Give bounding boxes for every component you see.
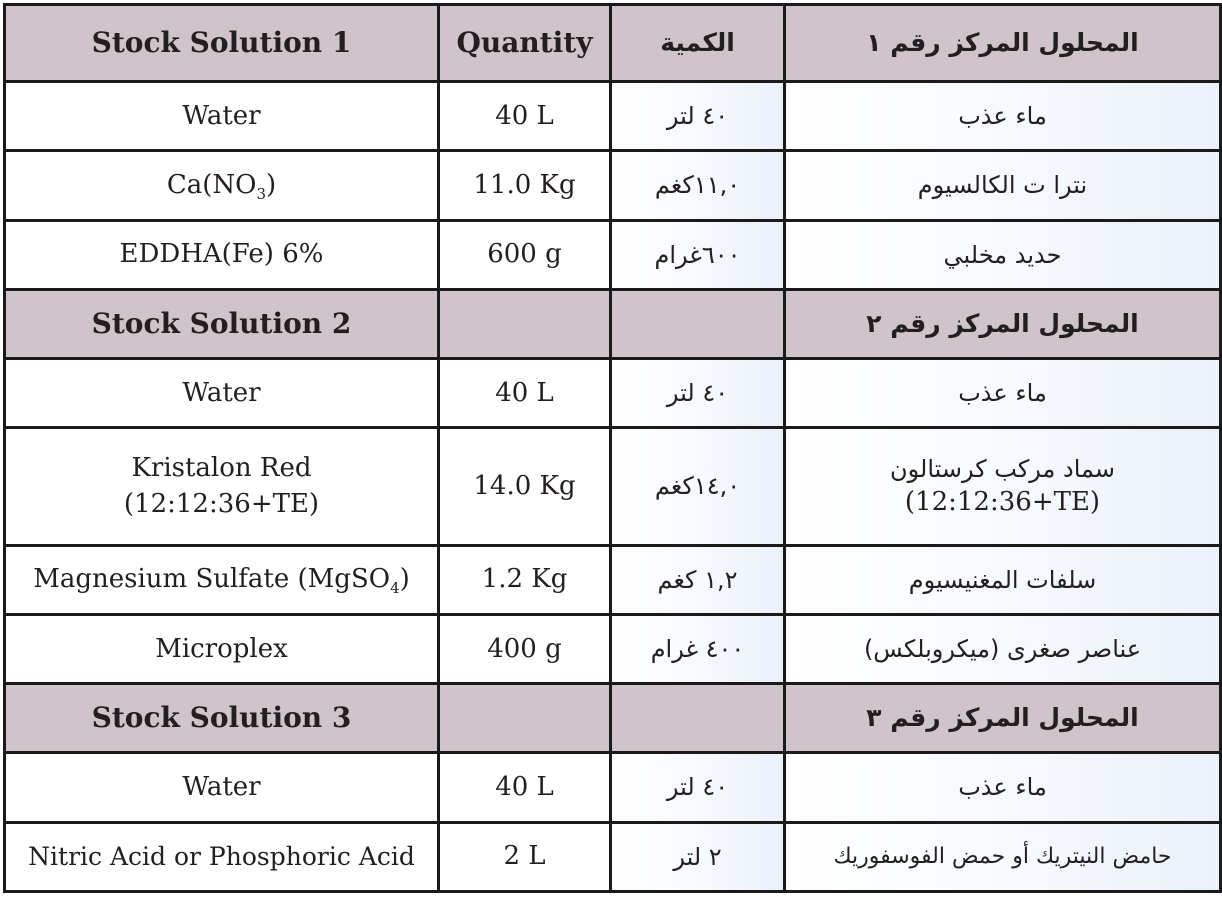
empty-cell [439, 684, 611, 753]
ingredient-en: Nitric Acid or Phosphoric Acid [5, 822, 439, 891]
quantity-ar: ٤٠ لتر [611, 359, 785, 428]
table-row-s3-acid [5, 822, 1221, 891]
ingredient-en [5, 428, 439, 545]
ingredient-en [5, 151, 439, 220]
stock-solutions-table [3, 3, 1222, 893]
ingredient-en: Microplex [5, 614, 439, 683]
quantity-ar: ٤٠ لتر [611, 82, 785, 151]
ingredient-en: Water [5, 753, 439, 822]
section-title-en: Stock Solution 3 [5, 684, 439, 753]
empty-cell [611, 684, 785, 753]
formula-text: Magnesium Sulfate (MgSO [33, 564, 391, 595]
quantity-ar: ٤٠٠ غرام [611, 614, 785, 683]
header-row-stock-solution-2 [5, 289, 1221, 358]
ingredient-ar-line-1: سماد مركب كرستالون [890, 454, 1115, 483]
formula-text-end: ) [399, 564, 410, 595]
empty-cell [439, 289, 611, 358]
quantity-en: 2 L [439, 822, 611, 891]
header-name-en: Stock Solution 1 [5, 5, 439, 82]
ingredient-en-line-1: Kristalon Red [131, 453, 312, 484]
quantity-ar: ١٤,٠كغم [611, 428, 785, 545]
quantity-en: 400 g [439, 614, 611, 683]
header-row-stock-solution-3 [5, 684, 1221, 753]
section-title-ar: المحلول المركز رقم ٢ [785, 289, 1221, 358]
header-row-stock-solution-1 [5, 5, 1221, 82]
empty-cell [611, 289, 785, 358]
quantity-en: 600 g [439, 220, 611, 289]
formula-subscript: 3 [256, 185, 266, 204]
table-row-s2-microplex [5, 614, 1221, 683]
section-title-ar: المحلول المركز رقم ٣ [785, 684, 1221, 753]
ingredient-ar: ماء عذب [785, 359, 1221, 428]
ingredient-en: Water [5, 359, 439, 428]
ingredient-ar: ماء عذب [785, 753, 1221, 822]
table-row-s1-water [5, 82, 1221, 151]
header-quantity-ar: الكمية [611, 5, 785, 82]
table-row-s2-water [5, 359, 1221, 428]
quantity-en: 11.0 Kg [439, 151, 611, 220]
quantity-en: 1.2 Kg [439, 545, 611, 614]
formula-text-end: ) [266, 170, 277, 201]
header-name-ar: المحلول المركز رقم ١ [785, 5, 1221, 82]
ingredient-ar: نترا ت الكالسيوم [785, 151, 1221, 220]
quantity-ar: ٦٠٠غرام [611, 220, 785, 289]
header-quantity-en: Quantity [439, 5, 611, 82]
formula-text: Ca(NO [166, 170, 257, 201]
quantity-en: 40 L [439, 82, 611, 151]
quantity-en: 40 L [439, 359, 611, 428]
table-row-s2-magnesium-sulfate [5, 545, 1221, 614]
quantity-ar: ٤٠ لتر [611, 753, 785, 822]
table-row-s3-water [5, 753, 1221, 822]
quantity-en: 14.0 Kg [439, 428, 611, 545]
table-row-s1-calcium-nitrate [5, 151, 1221, 220]
quantity-ar: ٢ لتر [611, 822, 785, 891]
ingredient-en-line-2: (12:12:36+TE) [123, 488, 320, 519]
ingredient-en: EDDHA(Fe) 6% [5, 220, 439, 289]
quantity-ar: ١١,٠كغم [611, 151, 785, 220]
table-row-s1-eddha [5, 220, 1221, 289]
table-row-s2-kristalon [5, 428, 1221, 545]
section-title-en: Stock Solution 2 [5, 289, 439, 358]
formula-subscript: 4 [390, 579, 400, 598]
ingredient-en [5, 545, 439, 614]
quantity-ar: ١,٢ كغم [611, 545, 785, 614]
ingredient-ar: حديد مخلبي [785, 220, 1221, 289]
ingredient-en: Water [5, 82, 439, 151]
ingredient-ar: ماء عذب [785, 82, 1221, 151]
ingredient-ar-line-2: (12:12:36+TE) [904, 487, 1101, 518]
ingredient-ar [785, 428, 1221, 545]
ingredient-ar: سلفات المغنيسيوم [785, 545, 1221, 614]
ingredient-ar: عناصر صغرى (ميكروبلكس) [785, 614, 1221, 683]
quantity-en: 40 L [439, 753, 611, 822]
ingredient-ar: حامض النيتريك أو حمض الفوسفوريك [785, 822, 1221, 891]
